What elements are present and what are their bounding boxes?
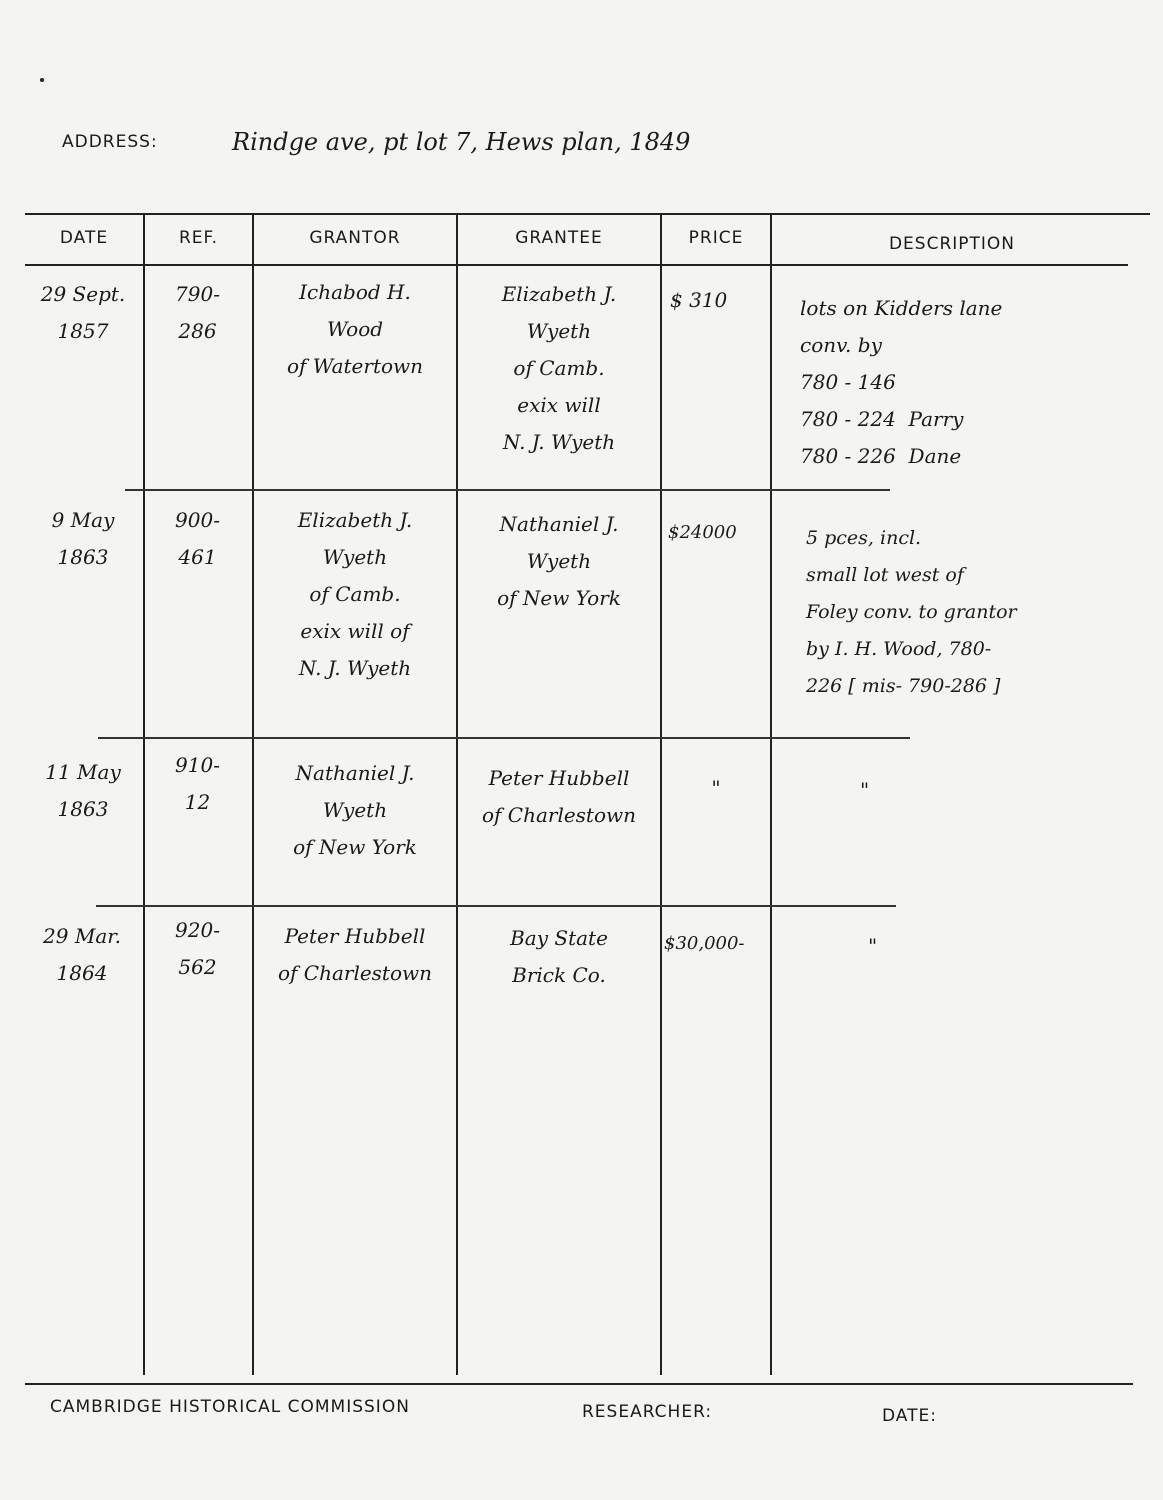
address-label: ADDRESS: <box>62 132 158 152</box>
column-header-date: DATE <box>59 228 109 248</box>
address-value: Rindge ave, pt lot 7, Hews plan, 1849 <box>232 128 691 156</box>
table-top-rule <box>25 213 1150 215</box>
researcher-label: RESEARCHER: <box>582 1402 713 1422</box>
table-cell-grantee: Bay State Brick Co. <box>510 926 608 987</box>
table-cell-grantor: Ichabod H. Wood of Watertown <box>286 280 424 378</box>
column-divider <box>456 215 458 1375</box>
row-separator <box>98 737 910 739</box>
table-cell-grantor: Nathaniel J. Wyeth of New York <box>293 761 417 859</box>
row-separator <box>125 489 890 491</box>
table-cell-grantee: Peter Hubbell of Charlestown <box>481 766 637 827</box>
stray-mark <box>40 78 44 82</box>
table-cell-grantee: Nathaniel J. Wyeth of New York <box>497 512 621 610</box>
date-label: DATE: <box>882 1406 937 1426</box>
table-cell-ref: 790- 286 <box>175 282 220 343</box>
table-cell-date: 9 May 1863 <box>51 508 115 569</box>
column-divider <box>770 215 772 1375</box>
table-cell-price: " <box>711 776 721 800</box>
table-cell-ref: 910- 12 <box>175 753 220 814</box>
table-cell-grantor: Elizabeth J. Wyeth of Camb. exix will of N. J. Wyeth <box>297 508 413 680</box>
table-cell-date: 11 May 1863 <box>45 760 121 821</box>
row-separator <box>96 905 896 907</box>
table-cell-price: $ 310 <box>670 288 728 312</box>
table-cell-date: 29 Mar. 1864 <box>43 924 121 985</box>
column-header-price: PRICE <box>688 228 744 248</box>
table-cell-date: 29 Sept. 1857 <box>40 282 126 343</box>
column-header-grantee: GRANTEE <box>515 228 603 248</box>
table-cell-grantor: Peter Hubbell of Charlestown <box>277 924 433 985</box>
column-header-grantor: GRANTOR <box>309 228 401 248</box>
table-cell-ref: 920- 562 <box>175 918 220 979</box>
table-cell-description: lots on Kidders lane conv. by 780 - 146 780 - 224 Parry 780 - 226 Dane <box>800 296 1003 468</box>
table-cell-description: " <box>860 778 870 802</box>
table-cell-price: $24000 <box>668 522 737 543</box>
footer-rule <box>25 1383 1133 1385</box>
table-cell-price: $30,000- <box>664 933 745 954</box>
commission-name: CAMBRIDGE HISTORICAL COMMISSION <box>50 1397 410 1417</box>
table-cell-grantee: Elizabeth J. Wyeth of Camb. exix will N. J. Wyeth <box>501 282 617 454</box>
table-cell-ref: 900- 461 <box>175 508 220 569</box>
column-divider <box>252 215 254 1375</box>
column-header-ref: REF. <box>178 228 218 248</box>
header-bottom-rule <box>25 264 1128 266</box>
table-cell-description: " <box>868 934 878 958</box>
column-divider <box>143 215 145 1375</box>
table-cell-description: 5 pces, incl. small lot west of Foley conv. to grantor by I. H. Wood, 780- 226 [ mis- 790-286 ] <box>806 527 1017 697</box>
column-header-description: DESCRIPTION <box>888 234 1016 254</box>
